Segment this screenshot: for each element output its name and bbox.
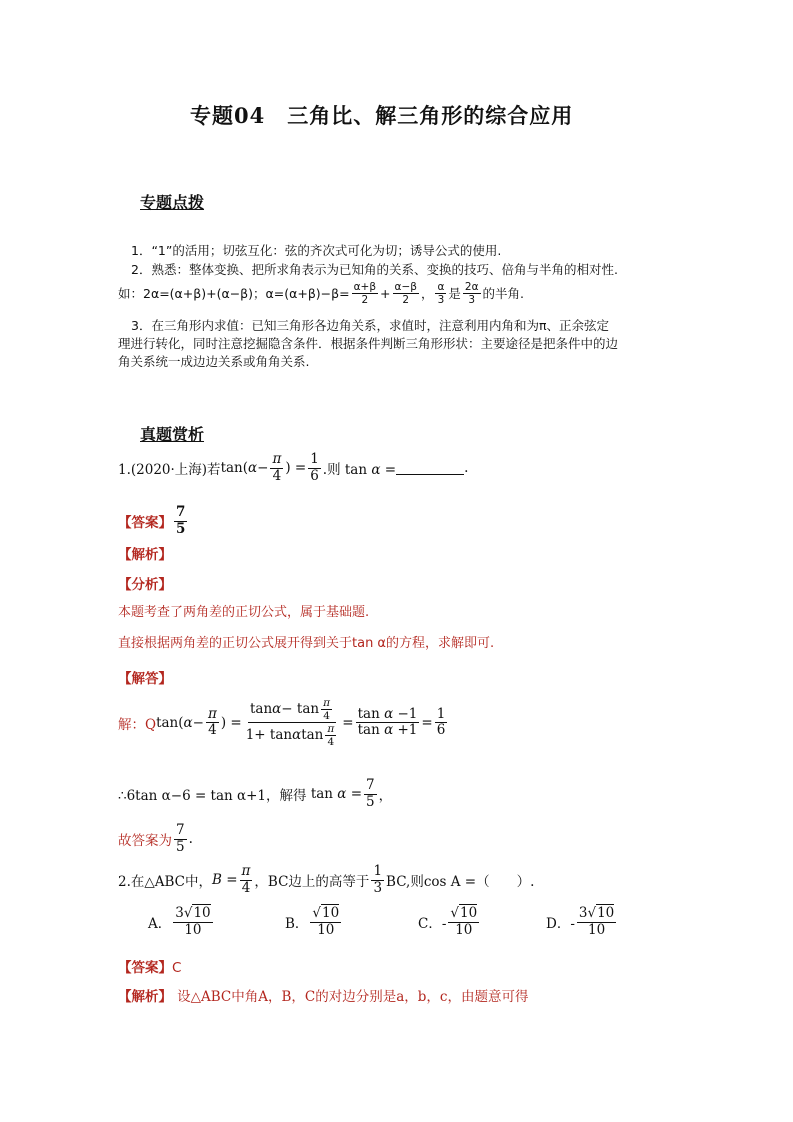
q1-answer: [118, 505, 189, 537]
q2-analysis-text: 设△ABC中角A，B，C的对边分别是a，b，c，由题意可得: [177, 989, 529, 1005]
section-heading-tips: 专题点拨: [140, 193, 205, 212]
fraction-7-over-5: $\frac{7}{5}$: [176, 504, 186, 537]
answer-blank: [396, 462, 464, 475]
example-suffix: 的半角.: [482, 285, 524, 301]
option-b: [285, 906, 343, 938]
example-prefix: 如：2α=(α+β)+(α−β)；α=(α+β)−β=: [118, 285, 350, 301]
point-3-line-1: 3．在三角形内求值：已知三角形各边角关系，求值时，注意利用内角和为π、正余弦定: [131, 318, 609, 333]
fraction-sqrt10-over-10: $\frac{√10}{10}$: [312, 905, 340, 938]
q2-analysis: [118, 985, 528, 1005]
point-3-line-2: 理进行转化，同时注意挖掘隐含条件．根据条件判断三角形形状：主要途径是把条件中的边: [118, 336, 619, 351]
section-heading-exam: 真题赏析: [140, 425, 205, 444]
question-2-stem: 2.在△ABC中， B = $\frac{\pi}{4}$ ，BC边上的高等于 $\frac{1}{3}$ BC,则cos A =（ ）.: [118, 863, 535, 896]
point-3-line-3: 角关系统一成边边关系或角角关系.: [118, 354, 310, 369]
q1-stem-prefix: 1.(2020·上海)若: [118, 462, 221, 479]
point-2-example: 如：2α=(α+β)+(α−β)；α=(α+β)−β= $\frac{\alpha+\beta}{2}$ + $\frac{\alpha-\beta}{2}$ ， $\frac{\alpha}{3}$ 是 $\frac{2\alpha}{3}$ 的半角.: [118, 281, 524, 307]
fraction-pi-over-4: $\frac{\pi}{4}$: [272, 451, 282, 484]
point-2: 2．熟悉：整体变换、把所求角表示为已知角的关系、变换的技巧、倍角与半角的相对性.: [131, 262, 618, 277]
q2-answer-label: 【答案】: [118, 960, 172, 976]
option-a-label: A．: [148, 916, 172, 933]
option-d: [546, 906, 618, 938]
fraction-pi-over-4-2: $\frac{\pi}{4}$: [207, 705, 217, 739]
fraction-2a-over-3: $\frac{2\alpha}{3}$: [464, 281, 479, 307]
q2-stem-prefix: 2.在△ABC中，: [118, 874, 213, 891]
q1-solution-equation: 解：Q tan(α− $\frac{\pi}{4}$ ) = tan α − tan $\frac{\pi}{4}$ 1+ tan α tan $\frac{\pi}{4}$ = $\frac{\text{tan α −1}}{\text{tan α +1}}$ = $\frac{1}{6}$: [118, 697, 446, 749]
option-c-label: C．-: [418, 916, 447, 933]
fraction-neg-3sqrt10-over-10: $\frac{3√10}{10}$: [578, 905, 615, 938]
q2-stem-suffix: BC,则cos A =（ ）.: [386, 874, 535, 891]
q1-final-answer: 故答案为 $\frac{7}{5}$ .: [118, 822, 193, 855]
point-1: 1．“1”的活用；切弦互化：弦的齐次式可化为切；诱导公式的使用.: [131, 243, 502, 258]
fraction-1-over-6: $\frac{1}{6}$: [310, 451, 319, 484]
fraction-tan-minus-1-over-plus-1: $\frac{\text{tan α −1}}{\text{tan α +1}}$: [357, 705, 418, 739]
q2-stem-mid: ，BC边上的高等于: [254, 874, 370, 891]
q1-analysis-label: 【解析】: [118, 547, 172, 563]
fraction-neg-sqrt10-over-10: $\frac{√10}{10}$: [450, 905, 478, 938]
fraction-tan-difference: tan α − tan $\frac{\pi}{4}$ 1+ tan α tan $\frac{\pi}{4}$: [245, 697, 335, 749]
question-1-stem: 1.(2020·上海)若 tan(α− $\frac{\pi}{4}$ ) = $\frac{1}{6}$ .则 tan α = .: [118, 451, 469, 484]
fraction-a-plus-b-over-2: $\frac{\alpha+\beta}{2}$: [353, 281, 377, 307]
fraction-7-over-5-3: $\frac{7}{5}$: [176, 822, 185, 855]
q1-fenxi-line-2: 直接根据两角差的正切公式展开得到关于tan α的方程，求解即可.: [118, 636, 495, 651]
q1-answer-label: 【答案】: [118, 515, 172, 532]
fraction-a-minus-b-over-2: $\frac{\alpha-\beta}{2}$: [394, 281, 417, 307]
option-c: [418, 906, 481, 938]
fraction-a-over-3: $\frac{\alpha}{3}$: [437, 281, 445, 307]
q1-fenxi-line-1: 本题考查了两角差的正切公式，属于基础题.: [118, 605, 370, 620]
q1-conclusion: ∴6tan α−6 = tan α+1，解得 tan α = $\frac{7}{5}$ ，: [118, 777, 393, 810]
fraction-1-over-3: $\frac{1}{3}$: [373, 863, 383, 896]
option-b-label: B．: [285, 916, 309, 933]
solution-prefix: 解：Q: [118, 716, 157, 733]
q2-answer: [118, 956, 181, 976]
conclusion-prefix: ∴6tan α−6 = tan α+1，解得: [118, 788, 307, 805]
q1-jieda-label: 【解答】: [118, 671, 172, 687]
q2-analysis-label: 【解析】: [118, 989, 172, 1005]
option-d-label: D．-: [546, 916, 575, 933]
q1-fenxi-label: 【分析】: [118, 577, 172, 593]
page-title: 专题04 三角比、解三角形的综合应用: [190, 103, 574, 128]
option-a: [148, 906, 215, 938]
fraction-3sqrt10-over-10: $\frac{3√10}{10}$: [175, 905, 211, 938]
fraction-pi-over-4-3: $\frac{\pi}{4}$: [241, 863, 251, 896]
fraction-1-over-6-2: $\frac{1}{6}$: [436, 705, 446, 739]
q2-answer-value: C: [172, 960, 182, 976]
final-prefix: 故答案为: [118, 833, 172, 850]
fraction-7-over-5-2: $\frac{7}{5}$: [366, 777, 375, 810]
